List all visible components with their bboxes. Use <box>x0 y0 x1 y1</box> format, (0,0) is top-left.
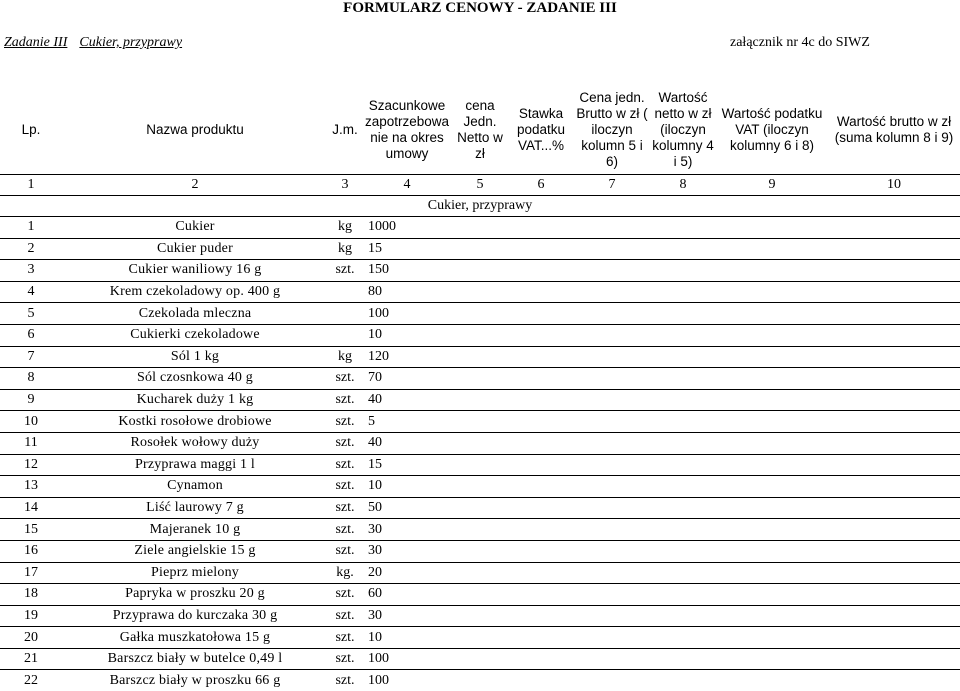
product-name: Sól czosnkowa 40 g <box>62 368 328 390</box>
row-lp: 5 <box>0 303 62 325</box>
empty-price-cell[interactable] <box>508 346 574 368</box>
empty-price-cell[interactable] <box>716 584 828 606</box>
row-lp: 11 <box>0 432 62 454</box>
table-row <box>0 324 960 346</box>
empty-price-cell[interactable] <box>574 584 650 606</box>
empty-price-cell[interactable] <box>716 540 828 562</box>
empty-price-cell[interactable] <box>508 281 574 303</box>
col-header-vat-rate: Stawka podatku VAT...% <box>508 86 574 175</box>
table-row <box>0 346 960 368</box>
empty-price-cell[interactable] <box>828 368 960 390</box>
row-lp: 4 <box>0 281 62 303</box>
empty-price-cell[interactable] <box>574 648 650 670</box>
product-name: Barszcz biały w butelce 0,49 l <box>62 648 328 670</box>
row-quantity: 10 <box>362 627 452 649</box>
empty-price-cell[interactable] <box>716 389 828 411</box>
col-number: 8 <box>650 175 716 196</box>
empty-price-cell[interactable] <box>452 368 508 390</box>
empty-price-cell[interactable] <box>716 648 828 670</box>
empty-price-cell[interactable] <box>650 476 716 498</box>
empty-price-cell[interactable] <box>508 648 574 670</box>
row-unit: szt. <box>328 476 362 498</box>
product-name: Pieprz mielony <box>62 562 328 584</box>
empty-price-cell[interactable] <box>828 627 960 649</box>
table-row <box>0 540 960 562</box>
product-name: Kostki rosołowe drobiowe <box>62 411 328 433</box>
empty-price-cell[interactable] <box>452 411 508 433</box>
empty-price-cell[interactable] <box>574 260 650 282</box>
table-row <box>0 562 960 584</box>
row-quantity: 10 <box>362 324 452 346</box>
form-title: FORMULARZ CENOWY - ZADANIE III <box>0 0 960 16</box>
empty-price-cell[interactable] <box>828 605 960 627</box>
empty-price-cell[interactable] <box>828 303 960 325</box>
row-unit: szt. <box>328 260 362 282</box>
empty-price-cell[interactable] <box>452 476 508 498</box>
row-quantity: 40 <box>362 432 452 454</box>
table-row <box>0 281 960 303</box>
row-quantity: 100 <box>362 670 452 691</box>
col-header-net-price: cena Jedn. Netto w zł <box>452 86 508 175</box>
empty-price-cell[interactable] <box>716 281 828 303</box>
empty-price-cell[interactable] <box>716 411 828 433</box>
empty-price-cell[interactable] <box>452 648 508 670</box>
row-unit: szt. <box>328 627 362 649</box>
empty-price-cell[interactable] <box>828 260 960 282</box>
empty-price-cell[interactable] <box>508 670 574 691</box>
table-row <box>0 605 960 627</box>
empty-price-cell[interactable] <box>828 411 960 433</box>
row-lp: 17 <box>0 562 62 584</box>
empty-price-cell[interactable] <box>828 648 960 670</box>
empty-price-cell[interactable] <box>650 324 716 346</box>
empty-price-cell[interactable] <box>716 476 828 498</box>
row-lp: 18 <box>0 584 62 606</box>
task-label: Zadanie III <box>4 35 67 50</box>
product-name: Cynamon <box>62 476 328 498</box>
empty-price-cell[interactable] <box>508 432 574 454</box>
row-lp: 22 <box>0 670 62 691</box>
product-name: Cukier <box>62 217 328 239</box>
empty-price-cell[interactable] <box>574 411 650 433</box>
empty-price-cell[interactable] <box>650 346 716 368</box>
product-name: Barszcz biały w proszku 66 g <box>62 670 328 691</box>
row-unit: szt. <box>328 584 362 606</box>
row-lp: 3 <box>0 260 62 282</box>
empty-price-cell[interactable] <box>716 432 828 454</box>
row-quantity: 10 <box>362 476 452 498</box>
empty-price-cell[interactable] <box>452 497 508 519</box>
row-quantity: 20 <box>362 562 452 584</box>
empty-price-cell[interactable] <box>508 540 574 562</box>
row-unit: kg. <box>328 562 362 584</box>
empty-price-cell[interactable] <box>650 648 716 670</box>
row-lp: 21 <box>0 648 62 670</box>
empty-price-cell[interactable] <box>452 346 508 368</box>
empty-price-cell[interactable] <box>452 432 508 454</box>
empty-price-cell[interactable] <box>716 368 828 390</box>
empty-price-cell[interactable] <box>650 411 716 433</box>
product-name: Czekolada mleczna <box>62 303 328 325</box>
empty-price-cell[interactable] <box>508 389 574 411</box>
row-lp: 6 <box>0 324 62 346</box>
col-number: 7 <box>574 175 650 196</box>
column-number-row <box>0 175 960 196</box>
empty-price-cell[interactable] <box>452 562 508 584</box>
col-number: 5 <box>452 175 508 196</box>
empty-price-cell[interactable] <box>574 368 650 390</box>
row-unit: szt. <box>328 432 362 454</box>
row-quantity: 100 <box>362 648 452 670</box>
col-number: 2 <box>62 175 328 196</box>
empty-price-cell[interactable] <box>828 476 960 498</box>
row-unit: szt. <box>328 454 362 476</box>
row-lp: 9 <box>0 389 62 411</box>
product-name: Cukier waniliowy 16 g <box>62 260 328 282</box>
col-number: 6 <box>508 175 574 196</box>
col-header-lp: Lp. <box>0 86 62 175</box>
row-lp: 12 <box>0 454 62 476</box>
empty-price-cell[interactable] <box>716 324 828 346</box>
empty-price-cell[interactable] <box>574 238 650 260</box>
empty-price-cell[interactable] <box>452 670 508 691</box>
row-lp: 14 <box>0 497 62 519</box>
row-unit: kg <box>328 217 362 239</box>
row-quantity: 60 <box>362 584 452 606</box>
empty-price-cell[interactable] <box>574 670 650 691</box>
row-unit: szt. <box>328 411 362 433</box>
row-unit: szt. <box>328 540 362 562</box>
product-name: Przyprawa maggi 1 l <box>62 454 328 476</box>
empty-price-cell[interactable] <box>574 432 650 454</box>
empty-price-cell[interactable] <box>716 454 828 476</box>
empty-price-cell[interactable] <box>508 497 574 519</box>
empty-price-cell[interactable] <box>828 432 960 454</box>
empty-price-cell[interactable] <box>452 324 508 346</box>
empty-price-cell[interactable] <box>650 303 716 325</box>
empty-price-cell[interactable] <box>508 303 574 325</box>
empty-price-cell[interactable] <box>452 281 508 303</box>
product-rows <box>0 217 960 691</box>
empty-price-cell[interactable] <box>650 260 716 282</box>
empty-price-cell[interactable] <box>716 346 828 368</box>
empty-price-cell[interactable] <box>716 562 828 584</box>
empty-price-cell[interactable] <box>574 217 650 239</box>
empty-price-cell[interactable] <box>574 497 650 519</box>
empty-price-cell[interactable] <box>716 497 828 519</box>
empty-price-cell[interactable] <box>508 605 574 627</box>
product-name: Cukierki czekoladowe <box>62 324 328 346</box>
empty-price-cell[interactable] <box>508 519 574 541</box>
row-unit: kg <box>328 238 362 260</box>
task-heading <box>4 35 194 51</box>
product-name: Sól 1 kg <box>62 346 328 368</box>
table-row <box>0 411 960 433</box>
empty-price-cell[interactable] <box>508 368 574 390</box>
task-subtitle: Cukier, przyprawy <box>79 35 182 50</box>
col-number: 3 <box>328 175 362 196</box>
empty-price-cell[interactable] <box>716 303 828 325</box>
empty-price-cell[interactable] <box>452 238 508 260</box>
empty-price-cell[interactable] <box>508 562 574 584</box>
header-row <box>0 86 960 175</box>
table-row <box>0 670 960 691</box>
empty-price-cell[interactable] <box>452 389 508 411</box>
col-header-gross-price: Cena jedn. Brutto w zł ( iloczyn kolumn 5 i 6) <box>574 86 650 175</box>
row-quantity: 120 <box>362 346 452 368</box>
category-label: Cukier, przyprawy <box>0 196 960 217</box>
row-lp: 10 <box>0 411 62 433</box>
empty-price-cell[interactable] <box>508 627 574 649</box>
row-quantity: 30 <box>362 605 452 627</box>
empty-price-cell[interactable] <box>452 303 508 325</box>
empty-price-cell[interactable] <box>650 497 716 519</box>
empty-price-cell[interactable] <box>828 346 960 368</box>
col-number: 10 <box>828 175 960 196</box>
empty-price-cell[interactable] <box>508 454 574 476</box>
row-unit: szt. <box>328 648 362 670</box>
table-row <box>0 454 960 476</box>
empty-price-cell[interactable] <box>828 584 960 606</box>
product-name: Krem czekoladowy op. 400 g <box>62 281 328 303</box>
empty-price-cell[interactable] <box>650 368 716 390</box>
empty-price-cell[interactable] <box>574 324 650 346</box>
row-quantity: 15 <box>362 454 452 476</box>
table-row <box>0 368 960 390</box>
empty-price-cell[interactable] <box>650 454 716 476</box>
empty-price-cell[interactable] <box>452 540 508 562</box>
row-quantity: 50 <box>362 497 452 519</box>
empty-price-cell[interactable] <box>452 519 508 541</box>
row-quantity: 70 <box>362 368 452 390</box>
empty-price-cell[interactable] <box>508 584 574 606</box>
product-name: Rosołek wołowy duży <box>62 432 328 454</box>
empty-price-cell[interactable] <box>716 605 828 627</box>
empty-price-cell[interactable] <box>716 627 828 649</box>
row-unit <box>328 281 362 303</box>
row-quantity: 80 <box>362 281 452 303</box>
product-name: Majeranek 10 g <box>62 519 328 541</box>
col-header-name: Nazwa produktu <box>62 86 328 175</box>
product-name: Kucharek duży 1 kg <box>62 389 328 411</box>
product-name: Ziele angielskie 15 g <box>62 540 328 562</box>
empty-price-cell[interactable] <box>574 454 650 476</box>
table-row <box>0 432 960 454</box>
row-quantity: 1000 <box>362 217 452 239</box>
product-name: Gałka muszkatołowa 15 g <box>62 627 328 649</box>
row-quantity: 100 <box>362 303 452 325</box>
empty-price-cell[interactable] <box>716 217 828 239</box>
row-unit: szt. <box>328 497 362 519</box>
empty-price-cell[interactable] <box>574 281 650 303</box>
row-unit: szt. <box>328 670 362 691</box>
empty-price-cell[interactable] <box>452 217 508 239</box>
table-row <box>0 476 960 498</box>
empty-price-cell[interactable] <box>574 303 650 325</box>
empty-price-cell[interactable] <box>508 411 574 433</box>
empty-price-cell[interactable] <box>716 238 828 260</box>
empty-price-cell[interactable] <box>650 670 716 691</box>
col-number: 1 <box>0 175 62 196</box>
col-header-unit: J.m. <box>328 86 362 175</box>
empty-price-cell[interactable] <box>716 260 828 282</box>
product-name: Liść laurowy 7 g <box>62 497 328 519</box>
product-name: Papryka w proszku 20 g <box>62 584 328 606</box>
row-quantity: 40 <box>362 389 452 411</box>
col-header-quantity: Szacunkowe zapotrzebowa nie na okres umowy <box>362 86 452 175</box>
empty-price-cell[interactable] <box>574 562 650 584</box>
empty-price-cell[interactable] <box>508 476 574 498</box>
row-lp: 7 <box>0 346 62 368</box>
col-header-vat-value: Wartość podatku VAT (iloczyn kolumny 6 i 8) <box>716 86 828 175</box>
row-unit: szt. <box>328 368 362 390</box>
product-name: Cukier puder <box>62 238 328 260</box>
table-row <box>0 648 960 670</box>
attachment-note: załącznik nr 4c do SIWZ <box>730 35 870 51</box>
row-lp: 2 <box>0 238 62 260</box>
col-number: 4 <box>362 175 452 196</box>
empty-price-cell[interactable] <box>650 281 716 303</box>
empty-price-cell[interactable] <box>828 238 960 260</box>
product-name: Przyprawa do kurczaka 30 g <box>62 605 328 627</box>
empty-price-cell[interactable] <box>650 238 716 260</box>
empty-price-cell[interactable] <box>452 605 508 627</box>
empty-price-cell[interactable] <box>650 540 716 562</box>
table-row <box>0 627 960 649</box>
table-row <box>0 260 960 282</box>
empty-price-cell[interactable] <box>574 346 650 368</box>
row-lp: 15 <box>0 519 62 541</box>
empty-price-cell[interactable] <box>452 584 508 606</box>
empty-price-cell[interactable] <box>650 217 716 239</box>
empty-price-cell[interactable] <box>452 260 508 282</box>
table-row <box>0 303 960 325</box>
row-unit: kg <box>328 346 362 368</box>
empty-price-cell[interactable] <box>452 627 508 649</box>
empty-price-cell[interactable] <box>828 324 960 346</box>
empty-price-cell[interactable] <box>828 670 960 691</box>
empty-price-cell[interactable] <box>574 519 650 541</box>
row-lp: 20 <box>0 627 62 649</box>
row-unit: szt. <box>328 519 362 541</box>
row-quantity: 5 <box>362 411 452 433</box>
row-unit <box>328 324 362 346</box>
col-header-net-value: Wartość netto w zł (iloczyn kolumny 4 i 5) <box>650 86 716 175</box>
empty-price-cell[interactable] <box>508 238 574 260</box>
empty-price-cell[interactable] <box>650 584 716 606</box>
empty-price-cell[interactable] <box>650 432 716 454</box>
table-row <box>0 238 960 260</box>
price-table <box>0 86 960 691</box>
empty-price-cell[interactable] <box>650 562 716 584</box>
empty-price-cell[interactable] <box>508 260 574 282</box>
empty-price-cell[interactable] <box>650 519 716 541</box>
empty-price-cell[interactable] <box>828 497 960 519</box>
table-row <box>0 389 960 411</box>
empty-price-cell[interactable] <box>650 627 716 649</box>
empty-price-cell[interactable] <box>574 605 650 627</box>
row-quantity: 150 <box>362 260 452 282</box>
col-header-gross-value: Wartość brutto w zł (suma kolumn 8 i 9) <box>828 86 960 175</box>
table-row <box>0 497 960 519</box>
table-row <box>0 584 960 606</box>
empty-price-cell[interactable] <box>574 540 650 562</box>
empty-price-cell[interactable] <box>828 562 960 584</box>
empty-price-cell[interactable] <box>828 281 960 303</box>
empty-price-cell[interactable] <box>828 217 960 239</box>
row-unit: szt. <box>328 605 362 627</box>
row-lp: 19 <box>0 605 62 627</box>
empty-price-cell[interactable] <box>716 519 828 541</box>
empty-price-cell[interactable] <box>508 324 574 346</box>
row-unit: szt. <box>328 389 362 411</box>
row-lp: 16 <box>0 540 62 562</box>
row-lp: 1 <box>0 217 62 239</box>
empty-price-cell[interactable] <box>828 454 960 476</box>
empty-price-cell[interactable] <box>828 519 960 541</box>
row-lp: 8 <box>0 368 62 390</box>
empty-price-cell[interactable] <box>574 627 650 649</box>
empty-price-cell[interactable] <box>828 540 960 562</box>
table-row <box>0 217 960 239</box>
empty-price-cell[interactable] <box>574 476 650 498</box>
category-row <box>0 196 960 217</box>
row-quantity: 30 <box>362 519 452 541</box>
row-quantity: 30 <box>362 540 452 562</box>
row-unit <box>328 303 362 325</box>
empty-price-cell[interactable] <box>716 670 828 691</box>
col-number: 9 <box>716 175 828 196</box>
empty-price-cell[interactable] <box>650 389 716 411</box>
row-lp: 13 <box>0 476 62 498</box>
empty-price-cell[interactable] <box>650 605 716 627</box>
empty-price-cell[interactable] <box>574 389 650 411</box>
table-row <box>0 519 960 541</box>
row-quantity: 15 <box>362 238 452 260</box>
empty-price-cell[interactable] <box>508 217 574 239</box>
empty-price-cell[interactable] <box>828 389 960 411</box>
empty-price-cell[interactable] <box>452 454 508 476</box>
